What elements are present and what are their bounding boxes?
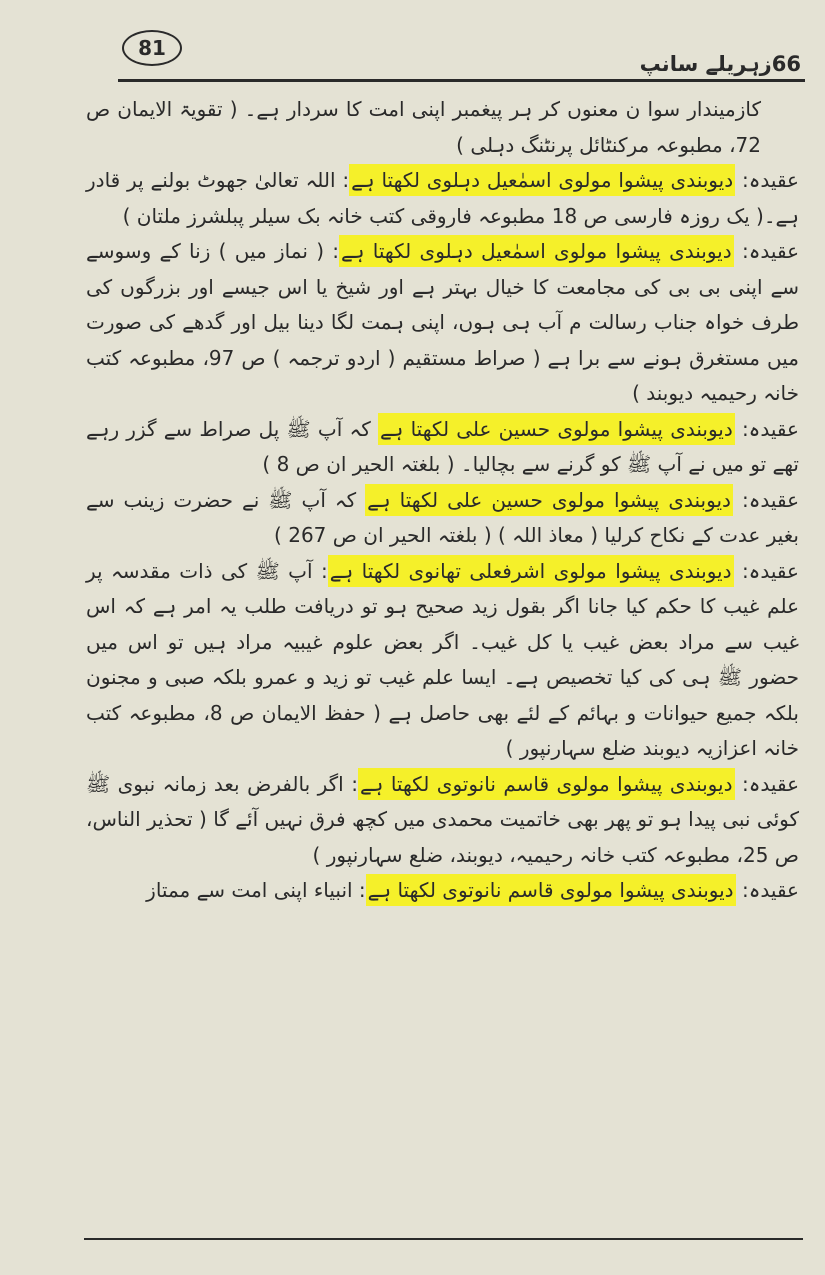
paragraph-text: : آپ ﷺ کی ذات مقدسہ پر علم غیب کا حکم کیا جانا اگر بقول زید صحیح ہو تو دریافت طلب یہ امر ہے کہ اس غیب سے مراد بعض غیب یا کل غیب۔ اگر بعض علوم غیبیہ مراد ہیں تو اس میں حضور ﷺ ہی کی کیا تخصیص ہے۔ ایسا علم غیب تو زید و عمرو بلکہ صبی و مجنون بلکہ جمیع حیوانات و بہائم کے لئے بھی حاصل ہے ( حفظ الایمان ص 8، مطبوعہ کتب خانہ اعزازیہ دیوبند ضلع سہارنپور ) <box>86 558 799 760</box>
header-rule <box>118 79 805 82</box>
running-title: 66زہریلے سانپ <box>639 52 801 76</box>
aqeedah-label: عقیدہ: <box>734 771 800 796</box>
paragraph-aqeedah <box>86 767 799 874</box>
paragraph-intro <box>86 92 799 163</box>
paragraph-aqeedah <box>86 873 799 909</box>
paragraph-text: : ( نماز میں ) زنا کے وسوسے سے اپنی بی بی کی مجامعت کا خیال بہتر ہے اور شیخ یا اس جیسے اور بزرگوں کی طرف خواہ جناب رسالت م آب ہی ہوں، اپنی ہمت لگا دینا بیل اور گدھے کی صورت میں مستغرق ہونے سے برا ہے ( صراط مستقیم ( اردو ترجمہ ) ص 97، مطبوعہ کتب خانہ رحیمیہ دیوبند ) <box>86 239 799 405</box>
highlighted-phrase: دیوبندی پیشوا مولوی حسین علی لکھتا ہے <box>365 484 733 516</box>
highlighted-phrase: دیوبندی پیشوا مولوی قاسم نانوتوی لکھتا ہے <box>358 768 735 800</box>
paragraph-aqeedah <box>86 163 799 234</box>
paragraph-aqeedah <box>86 483 799 554</box>
aqeedah-label: عقیدہ: <box>732 487 799 512</box>
paragraph-text: کہ آپ ﷺ نے حضرت زینب سے بغیر عدت کے نکاح کرلیا ( معاذ اللہ ) ( بلغتہ الحیر ان ص 267 ) <box>86 487 799 547</box>
paragraph-text: : انبیاء اپنی امت سے ممتاز <box>146 878 366 902</box>
highlighted-phrase: دیوبندی پیشوا مولوی اسمٰعیل دہلوی لکھتا ہے <box>339 235 734 267</box>
paragraph-text: کازمیندار سوا ن معنوں کر ہر پیغمبر اپنی امت کا سردار ہے۔ ( تقویۃ الایمان ص 72، مطبوعہ مرکنٹائل پرنٹنگ دہلی ) <box>86 97 761 157</box>
aqeedah-label: عقیدہ: <box>734 416 799 441</box>
paragraph-text: : اللہ تعالیٰ جھوٹ بولنے پر قادر ہے۔( یک روزہ فارسی ص 18 مطبوعہ فاروقی کتب خانہ بک سیلر پبلشرز ملتان ) <box>86 168 799 228</box>
footer-rule <box>84 1238 803 1240</box>
page-body <box>86 92 799 909</box>
paragraph-aqeedah <box>86 554 799 767</box>
page-number: 81 <box>122 30 182 66</box>
aqeedah-label: عقیدہ: <box>735 878 799 902</box>
aqeedah-label: عقیدہ: <box>735 168 799 192</box>
highlighted-phrase: دیوبندی پیشوا مولوی اشرفعلی تھانوی لکھتا ہے <box>328 555 734 587</box>
paragraph-aqeedah <box>86 234 799 412</box>
paragraph-text: : اگر بالفرض بعد زمانہ نبوی ﷺ کوئی نبی پیدا ہو تو پھر بھی خاتمیت محمدی میں کچھ فرق نہیں آئے گا ( تحذیر الناس، ص 25، مطبوعہ کتب خانہ رحیمیہ، دیوبند، ضلع سہارنپور ) <box>86 771 799 867</box>
highlighted-phrase: دیوبندی پیشوا مولوی قاسم نانوتوی لکھتا ہے <box>366 874 736 906</box>
paragraph-aqeedah <box>86 412 799 483</box>
highlighted-phrase: دیوبندی پیشوا مولوی حسین علی لکھتا ہے <box>378 413 735 445</box>
aqeedah-label: عقیدہ: <box>733 558 799 583</box>
aqeedah-label: عقیدہ: <box>733 239 800 263</box>
highlighted-phrase: دیوبندی پیشوا مولوی اسمٰعیل دہلوی لکھتا ہے <box>349 164 735 196</box>
paragraph-text: کہ آپ ﷺ پل صراط سے گزر رہے تھے تو میں نے آپ ﷺ کو گرنے سے بچالیا۔ ( بلغتہ الحیر ان ص 8 ) <box>86 416 799 476</box>
